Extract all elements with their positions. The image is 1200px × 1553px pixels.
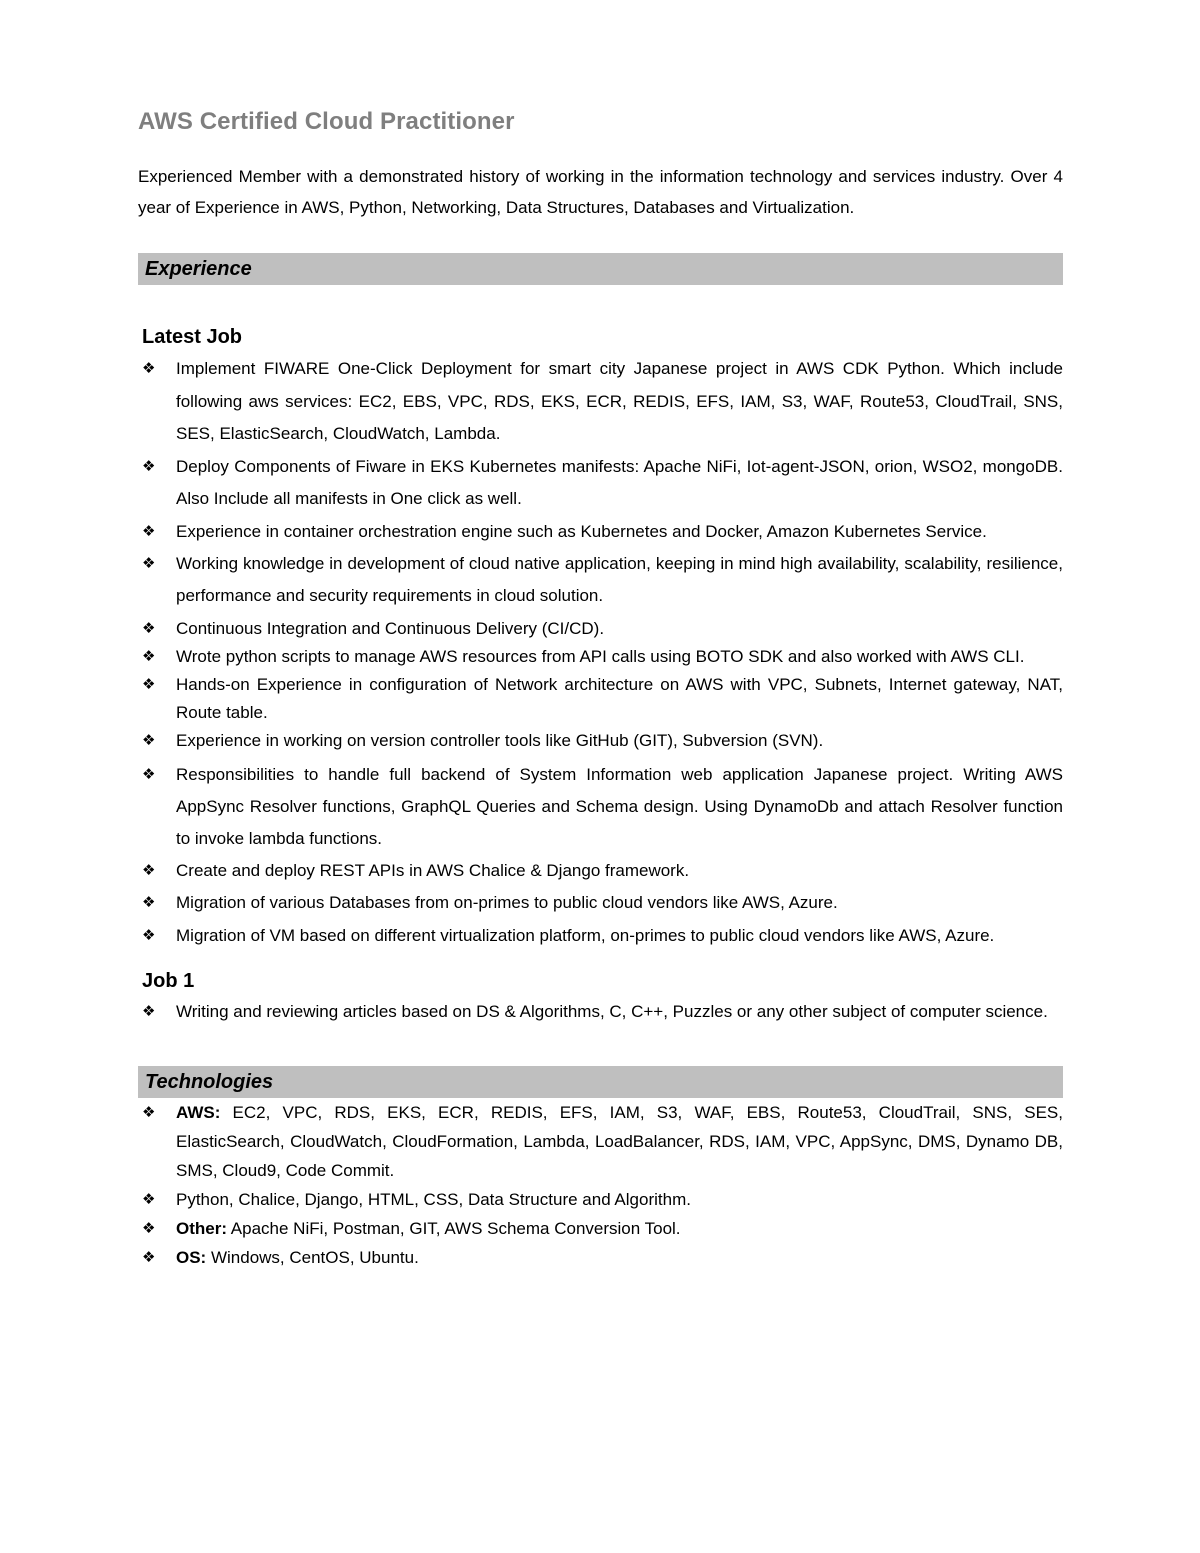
list-item: ❖ Other: Apache NiFi, Postman, GIT, AWS Schema Conversion Tool.	[138, 1214, 1063, 1243]
list-item: ❖ Implement FIWARE One-Click Deployment for smart city Japanese project in AWS CDK Python. Which include following aws services: EC2, EBS, VPC, RDS, EKS, ECR, REDIS, EFS, IAM, S3, WAF, Route53, CloudTrail, SNS, SES, ElasticSearch, CloudWatch, Lambda.	[138, 353, 1063, 451]
diamond-bullet-icon: ❖	[142, 555, 156, 572]
diamond-bullet-icon: ❖	[142, 732, 156, 749]
list-item: ❖ Wrote python scripts to manage AWS resources from API calls using BOTO SDK and also worked with AWS CLI.	[138, 643, 1063, 671]
diamond-bullet-icon: ❖	[142, 1191, 156, 1208]
diamond-bullet-icon: ❖	[142, 766, 156, 783]
list-item: ❖ Migration of VM based on different virtualization platform, on-primes to public cloud vendors like AWS, Azure.	[138, 920, 1063, 952]
list-item: ❖ Hands-on Experience in configuration of Network architecture on AWS with VPC, Subnets, Internet gateway, NAT, Route table.	[138, 671, 1063, 727]
diamond-bullet-icon: ❖	[142, 894, 156, 911]
list-item: ❖ AWS: EC2, VPC, RDS, EKS, ECR, REDIS, EFS, IAM, S3, WAF, EBS, Route53, CloudTrail, SNS, SES, ElasticSearch, CloudWatch, CloudFormation, Lambda, LoadBalancer, RDS, IAM, VPC, AppSync, DMS, Dynamo DB, SMS, Cloud9, Code Commit.	[138, 1098, 1063, 1185]
technologies-list	[138, 1098, 1063, 1272]
diamond-bullet-icon: ❖	[142, 927, 156, 944]
job1-heading: Job 1	[142, 970, 195, 992]
list-item: ❖ Responsibilities to handle full backend of System Information web application Japanese project. Writing AWS AppSync Resolver functions, GraphQL Queries and Schema design. Using DynamoDb and attach Resolver function to invoke lambda functions.	[138, 759, 1063, 855]
latest-job-list	[138, 353, 1063, 952]
list-item: ❖ Writing and reviewing articles based on DS & Algorithms, C, C++, Puzzles or any other subject of computer science.	[138, 996, 1063, 1028]
tech-label: OS:	[176, 1248, 207, 1267]
diamond-bullet-icon: ❖	[142, 1104, 156, 1121]
diamond-bullet-icon: ❖	[142, 862, 156, 879]
diamond-bullet-icon: ❖	[142, 676, 156, 693]
diamond-bullet-icon: ❖	[142, 1249, 156, 1266]
page-title: AWS Certified Cloud Practitioner	[138, 108, 515, 135]
job1-list	[138, 996, 1063, 1028]
list-item: ❖ Working knowledge in development of cloud native application, keeping in mind high availability, scalability, resilience, performance and security requirements in cloud solution.	[138, 548, 1063, 612]
list-item: ❖ Python, Chalice, Django, HTML, CSS, Data Structure and Algorithm.	[138, 1185, 1063, 1214]
diamond-bullet-icon: ❖	[142, 648, 156, 665]
diamond-bullet-icon: ❖	[142, 1003, 156, 1020]
tech-label: AWS:	[176, 1103, 221, 1122]
list-item: ❖ Continuous Integration and Continuous Delivery (CI/CD).	[138, 615, 1063, 643]
list-item: ❖ OS: Windows, CentOS, Ubuntu.	[138, 1243, 1063, 1272]
latest-job-heading: Latest Job	[142, 326, 243, 348]
diamond-bullet-icon: ❖	[142, 457, 156, 475]
technologies-section-header: Technologies	[138, 1066, 1063, 1098]
list-item: ❖ Migration of various Databases from on-primes to public cloud vendors like AWS, Azure.	[138, 887, 1063, 919]
diamond-bullet-icon: ❖	[142, 1220, 156, 1237]
diamond-bullet-icon: ❖	[142, 620, 156, 637]
list-item: ❖ Experience in working on version controller tools like GitHub (GIT), Subversion (SVN).	[138, 727, 1063, 755]
tech-label: Other:	[176, 1219, 227, 1238]
diamond-bullet-icon: ❖	[142, 522, 156, 540]
list-item: ❖ Deploy Components of Fiware in EKS Kubernetes manifests: Apache NiFi, Iot-agent-JSON, orion, WSO2, mongoDB. Also Include all manifests in One click as well.	[138, 451, 1063, 516]
diamond-bullet-icon: ❖	[142, 360, 156, 377]
summary-paragraph: Experienced Member with a demonstrated history of working in the information technology and services industry. Over 4 year of Experience in AWS, Python, Networking, Data Structures, Databases and Virtualization.	[138, 167, 1063, 217]
experience-section-header: Experience	[138, 253, 1063, 285]
resume-page	[138, 108, 1063, 1272]
list-item: ❖ Create and deploy REST APIs in AWS Chalice & Django framework.	[138, 855, 1063, 887]
list-item: ❖ Experience in container orchestration engine such as Kubernetes and Docker, Amazon Kubernetes Service.	[138, 516, 1063, 549]
